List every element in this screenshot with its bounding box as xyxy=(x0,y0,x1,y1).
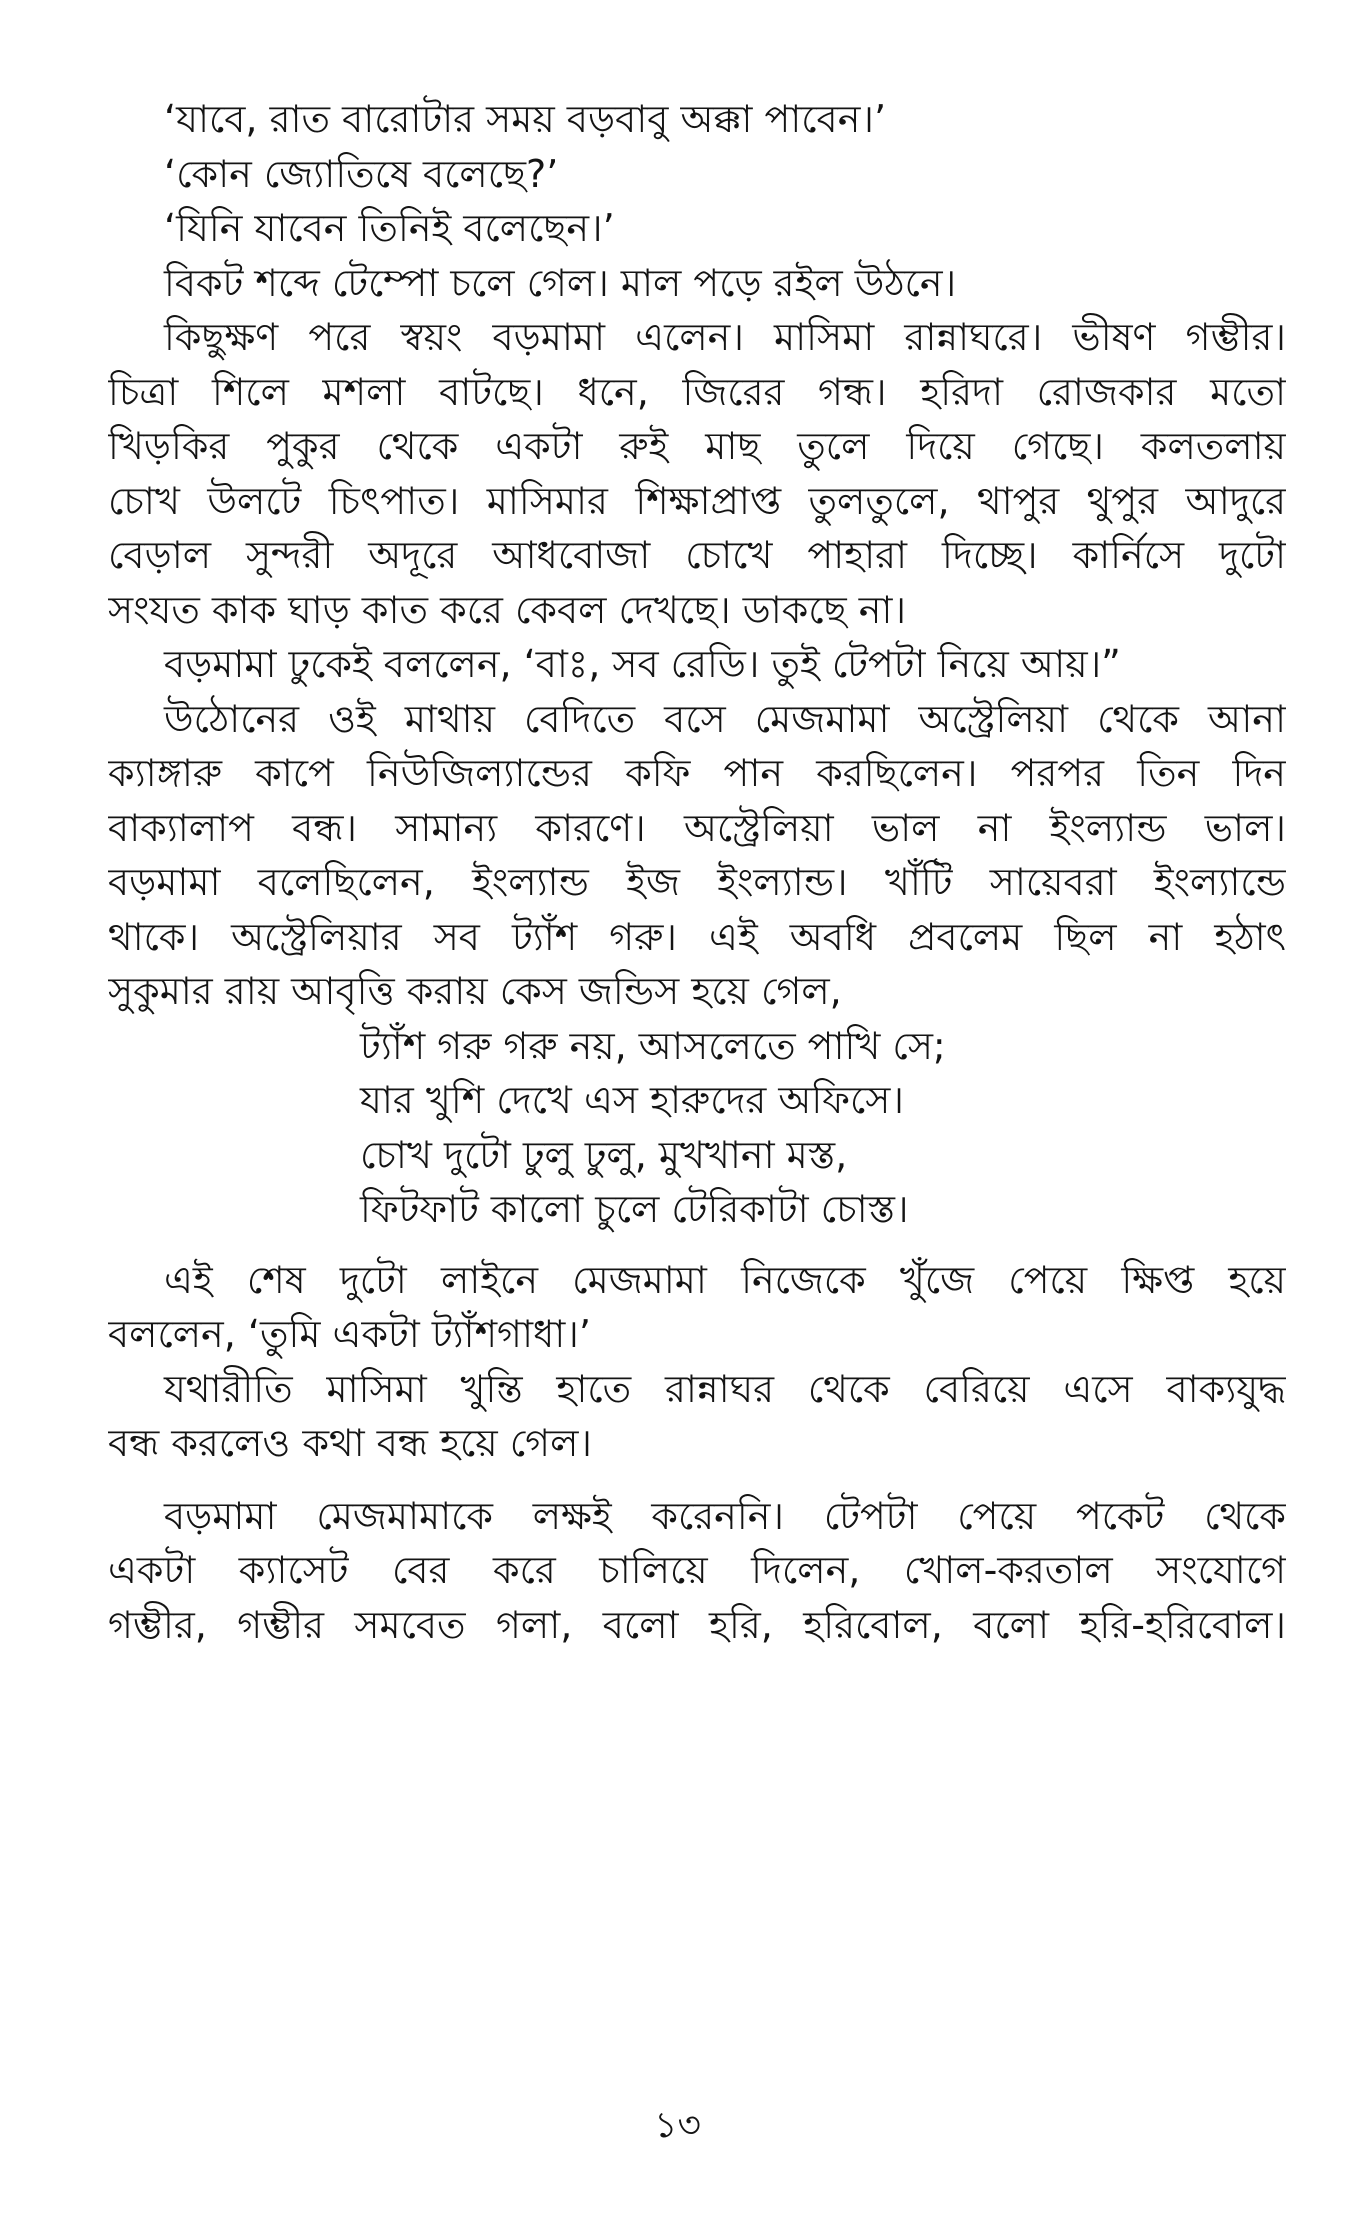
text-line: ‘যিনি যাবেন তিনিই বলেছেন।’ xyxy=(164,206,615,250)
text-line: বেড়াল সুন্দরী অদূরে আধবোজা চোখে পাহারা দিচ্ছে। কার্নিসে দুটো xyxy=(108,533,1286,577)
text-line: চিত্রা শিলে মশলা বাটছে। ধনে, জিরের গন্ধ। হরিদা রোজকার মতো xyxy=(108,369,1286,414)
verse-line: চোখ দুটো ঢুলু ঢুলু, মুখখানা মস্ত, xyxy=(360,1132,848,1177)
text-line: এই শেষ দুটো লাইনে মেজমামা নিজেকে খুঁজে পেয়ে ক্ষিপ্ত হয়ে xyxy=(164,1257,1286,1302)
text-line: বড়মামা মেজমামাকে লক্ষই করেননি। টেপটা পেয়ে পকেট থেকে xyxy=(164,1493,1286,1538)
text-line: উঠোনের ওই মাথায় বেদিতে বসে মেজমামা অস্ট্রেলিয়া থেকে আনা xyxy=(164,696,1286,741)
verse-line: যার খুশি দেখে এস হারুদের অফিসে। xyxy=(360,1078,904,1122)
text-line: কিছুক্ষণ পরে স্বয়ং বড়মামা এলেন। মাসিমা রান্নাঘরে। ভীষণ গম্ভীর। xyxy=(164,315,1286,359)
text-line: চোখ উলটে চিৎপাত। মাসিমার শিক্ষাপ্রাপ্ত তুলতুলে, থাপুর থুপুর আদুরে xyxy=(108,478,1286,523)
body-text xyxy=(108,92,1286,1652)
verse-line: ট্যাঁশ গরু গরু নয়, আসলেতে পাখি সে; xyxy=(360,1023,946,1068)
text-line: বললেন, ‘তুমি একটা ট্যাঁশগাধা।’ xyxy=(108,1312,591,1356)
text-line: সুকুমার রায় আবৃত্তি করায় কেস জন্ডিস হয়ে গেল, xyxy=(108,969,842,1013)
text-line: সংযত কাক ঘাড় কাত করে কেবল দেখছে। ডাকছে না। xyxy=(108,587,907,632)
text-line: থাকে। অস্ট্রেলিয়ার সব ট্যাঁশ গরু। এই অবধি প্রবলেম ছিল না হঠাৎ xyxy=(108,914,1286,959)
text-line: বিকট শব্দে টেম্পো চলে গেল। মাল পড়ে রইল উঠনে। xyxy=(164,260,957,305)
page-number: ১৩ xyxy=(654,2105,701,2146)
text-line: বাক্যালাপ বন্ধ। সামান্য কারণে। অস্ট্রেলিয়া ভাল না ইংল্যান্ড ভাল। xyxy=(108,805,1286,850)
text-line: বন্ধ করলেও কথা বন্ধ হয়ে গেল। xyxy=(108,1421,592,1465)
verse-line: ফিটফাট কালো চুলে টেরিকাটা চোস্ত। xyxy=(360,1187,909,1231)
text-line: ‘যাবে, রাত বারোটার সময় বড়বাবু অক্কা পাবেন।’ xyxy=(164,97,887,141)
text-line: ‘কোন জ্যোতিষে বলেছে?’ xyxy=(164,151,559,196)
text-line: বড়মামা ঢুকেই বললেন, ‘বাঃ, সব রেডি। তুই টেপটা নিয়ে আয়।” xyxy=(164,642,1121,686)
text-line: খিড়কির পুকুর থেকে একটা রুই মাছ তুলে দিয়ে গেছে। কলতলায় xyxy=(108,424,1286,468)
text-line: বড়মামা বলেছিলেন, ইংল্যান্ড ইজ ইংল্যান্ড। খাঁটি সায়েবরা ইংল্যান্ডে xyxy=(108,860,1286,904)
text-line: গম্ভীর, গম্ভীর সমবেত গলা, বলো হরি, হরিবোল, বলো হরি-হরিবোল। xyxy=(108,1602,1286,1647)
text-line: ক্যাঙ্গারু কাপে নিউজিল্যান্ডের কফি পান করছিলেন। পরপর তিন দিন xyxy=(108,751,1286,795)
text-line: একটা ক্যাসেট বের করে চালিয়ে দিলেন, খোল-করতাল সংযোগে xyxy=(108,1548,1286,1592)
text-line: যথারীতি মাসিমা খুন্তি হাতে রান্নাঘর থেকে বেরিয়ে এসে বাক্যযুদ্ধ xyxy=(164,1366,1286,1411)
